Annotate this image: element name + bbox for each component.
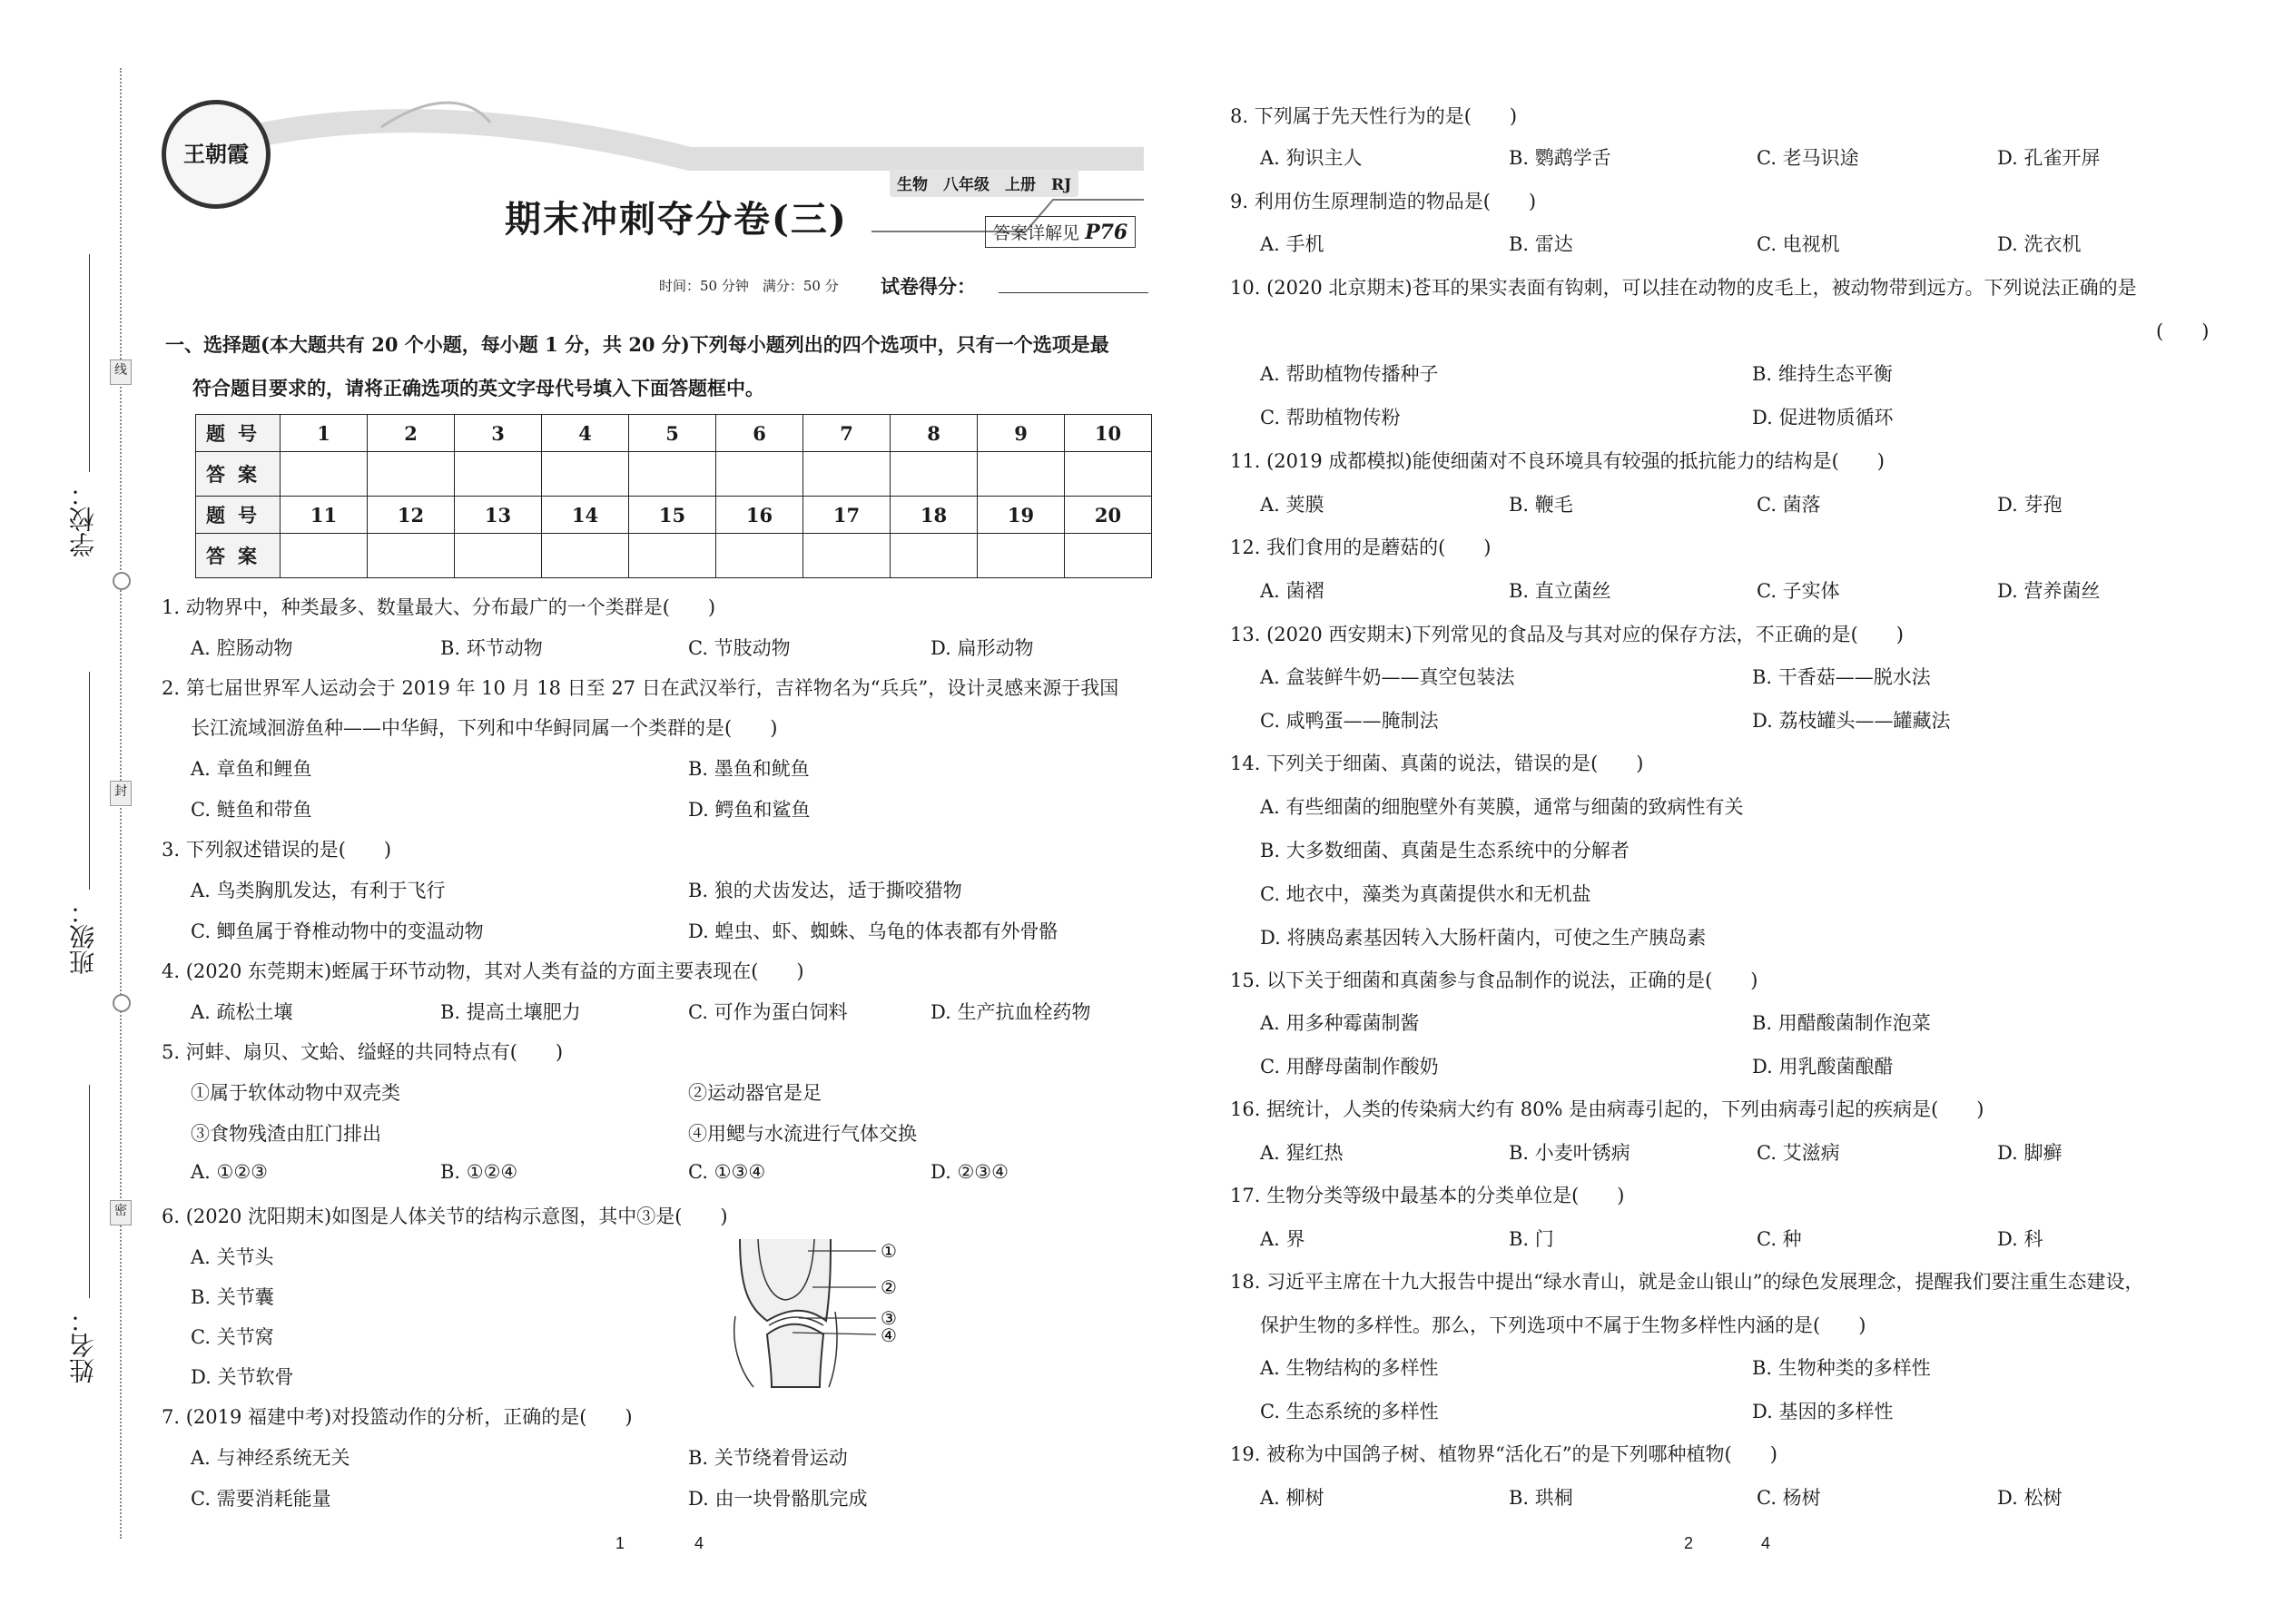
- answer-cell[interactable]: [891, 452, 978, 497]
- q4-option-a[interactable]: A. 疏松土壤: [191, 1001, 293, 1023]
- q12-option-c[interactable]: C. 子实体: [1757, 580, 1840, 602]
- answer-cell[interactable]: [629, 534, 716, 578]
- q18-option-d[interactable]: D. 基因的多样性: [1752, 1401, 1894, 1422]
- name-line[interactable]: [89, 1085, 90, 1298]
- q4-option-d[interactable]: D. 生产抗血栓药物: [930, 1001, 1091, 1023]
- joint-label-4: ④: [881, 1324, 897, 1346]
- q12-option-d[interactable]: D. 营养菌丝: [1997, 580, 2101, 602]
- q1-option-a[interactable]: A. 腔肠动物: [191, 637, 293, 659]
- score-label: 试卷得分：: [881, 275, 976, 298]
- answer-cell[interactable]: [891, 534, 978, 578]
- q5-statement-1: ①属于软体动物中双壳类: [191, 1082, 400, 1104]
- binding-seal-3: 密: [110, 1200, 132, 1225]
- q7-option-d[interactable]: D. 由一块骨骼肌完成: [688, 1488, 868, 1510]
- question-18-stem-cont: 保护生物的多样性。那么，下列选项中不属于生物多样性内涵的是( ): [1260, 1314, 1866, 1336]
- grid-number: 9: [978, 415, 1065, 452]
- q5-option-b[interactable]: B. ①②④: [440, 1161, 518, 1183]
- question-17-stem: 17. 生物分类等级中最基本的分类单位是( ): [1230, 1185, 1625, 1206]
- q19-option-a[interactable]: A. 柳树: [1260, 1487, 1324, 1509]
- answer-cell[interactable]: [455, 452, 542, 497]
- class-line[interactable]: [89, 672, 90, 890]
- q13-option-d[interactable]: D. 荔枝罐头——罐藏法: [1752, 710, 1951, 732]
- q7-option-b[interactable]: B. 关节绕着骨运动: [688, 1447, 848, 1469]
- joint-label-2: ②: [881, 1276, 897, 1298]
- grid-number: 4: [542, 415, 629, 452]
- answer-cell[interactable]: [368, 452, 455, 497]
- name-label: 姓名：: [68, 1307, 98, 1383]
- q1-option-c[interactable]: C. 节肢动物: [688, 637, 791, 659]
- q9-option-a[interactable]: A. 手机: [1260, 233, 1324, 255]
- q6-option-a[interactable]: A. 关节头: [191, 1246, 274, 1268]
- question-10-stem: 10. (2020 北京期末)苍耳的果实表面有钩刺，可以挂在动物的皮毛上，被动物带到远方。下列说法正确的是: [1230, 277, 2137, 299]
- q18-option-c[interactable]: C. 生态系统的多样性: [1260, 1401, 1439, 1422]
- q9-option-d[interactable]: D. 洗衣机: [1997, 233, 2082, 255]
- answer-cell[interactable]: [978, 534, 1065, 578]
- q5-option-a[interactable]: A. ①②③: [191, 1161, 268, 1183]
- q6-option-c[interactable]: C. 关节窝: [191, 1326, 274, 1348]
- school-label: 学校：: [68, 481, 98, 557]
- grid-number: 2: [368, 415, 455, 452]
- q12-option-a[interactable]: A. 菌褶: [1260, 580, 1324, 602]
- page-title: 期末冲刺夺分卷(三): [505, 198, 848, 241]
- grid-label-answer: 答案: [196, 534, 281, 578]
- q14-option-d[interactable]: D. 将胰岛素基因转入大肠杆菌内，可使之生产胰岛素: [1260, 927, 1707, 949]
- grid-number: 13: [455, 497, 542, 534]
- q4-option-c[interactable]: C. 可作为蛋白饲料: [688, 1001, 848, 1023]
- binding-seal-1: 线: [110, 359, 132, 385]
- grid-number: 18: [891, 497, 978, 534]
- q15-option-d[interactable]: D. 用乳酸菌酿醋: [1752, 1056, 1894, 1078]
- question-2-stem-cont: 长江流域洄游鱼种——中华鲟，下列和中华鲟同属一个类群的是( ): [191, 717, 778, 739]
- q6-option-d[interactable]: D. 关节软骨: [191, 1366, 294, 1388]
- answer-ref-page: P76: [1085, 221, 1128, 244]
- question-19-stem: 19. 被称为中国鸽子树、植物界“活化石”的是下列哪种植物( ): [1230, 1443, 1777, 1465]
- question-3-stem: 3. 下列叙述错误的是( ): [162, 839, 392, 861]
- q1-option-d[interactable]: D. 扁形动物: [930, 637, 1034, 659]
- q5-statement-3: ③食物残渣由肛门排出: [191, 1123, 381, 1145]
- q7-option-a[interactable]: A. 与神经系统无关: [191, 1447, 350, 1469]
- answer-cell[interactable]: [542, 452, 629, 497]
- answer-cell[interactable]: [1065, 534, 1152, 578]
- question-10-paren: ( ): [2156, 320, 2210, 342]
- question-12-stem: 12. 我们食用的是蘑菇的( ): [1230, 536, 1492, 558]
- answer-grid: [195, 414, 1152, 578]
- q11-option-d[interactable]: D. 芽孢: [1997, 494, 2063, 516]
- answer-ref-box: [985, 216, 1136, 248]
- q4-option-b[interactable]: B. 提高土壤肥力: [440, 1001, 581, 1023]
- q6-option-b[interactable]: B. 关节囊: [191, 1286, 274, 1308]
- grid-number: 11: [281, 497, 368, 534]
- q2-option-d[interactable]: D. 鳄鱼和鲨鱼: [688, 799, 811, 821]
- q2-option-c[interactable]: C. 鲢鱼和带鱼: [191, 799, 312, 821]
- q10-option-c[interactable]: C. 帮助植物传粉: [1260, 407, 1401, 428]
- question-9-stem: 9. 利用仿生原理制造的物品是( ): [1230, 191, 1537, 212]
- answer-cell[interactable]: [281, 452, 368, 497]
- answer-cell[interactable]: [281, 534, 368, 578]
- binding-seal-2: 封: [110, 781, 132, 806]
- grid-label-answer: 答案: [196, 452, 281, 497]
- joint-label-3: ③: [881, 1307, 897, 1329]
- q13-option-c[interactable]: C. 咸鸭蛋——腌制法: [1260, 710, 1439, 732]
- q5-option-c[interactable]: C. ①③④: [688, 1161, 766, 1183]
- question-14-stem: 14. 下列关于细菌、真菌的说法，错误的是( ): [1230, 753, 1644, 774]
- grid-number: 17: [803, 497, 891, 534]
- q10-option-a[interactable]: A. 帮助植物传播种子: [1260, 363, 1439, 385]
- q3-option-d[interactable]: D. 蝗虫、虾、蜘蛛、乌龟的体表都有外骨骼: [688, 920, 1058, 942]
- question-15-stem: 15. 以下关于细菌和真菌参与食品制作的说法，正确的是( ): [1230, 969, 1758, 991]
- grid-number: 7: [803, 415, 891, 452]
- q18-option-a[interactable]: A. 生物结构的多样性: [1260, 1357, 1439, 1379]
- page-number-left: 1: [615, 1534, 625, 1552]
- score-field[interactable]: [999, 292, 1148, 293]
- grid-number: 15: [629, 497, 716, 534]
- q10-option-b[interactable]: B. 维持生态平衡: [1752, 363, 1893, 385]
- grid-label-question: 题号: [196, 415, 281, 452]
- grid-number: 5: [629, 415, 716, 452]
- q8-option-a[interactable]: A. 狗识主人: [1260, 147, 1363, 169]
- q13-option-a[interactable]: A. 盒装鲜牛奶——真空包装法: [1260, 666, 1515, 688]
- page-total-left: 4: [694, 1534, 704, 1552]
- publisher-logo-icon: 王朝霞: [162, 100, 271, 209]
- answer-cell[interactable]: [542, 534, 629, 578]
- answer-cell[interactable]: [1065, 452, 1152, 497]
- q11-option-c[interactable]: C. 菌落: [1757, 494, 1821, 516]
- grid-number: 12: [368, 497, 455, 534]
- question-16-stem: 16. 据统计，人类的传染病大约有 80% 是由病毒引起的，下列由病毒引起的疾病是( ): [1230, 1098, 1984, 1120]
- q16-option-b[interactable]: B. 小麦叶锈病: [1509, 1142, 1630, 1164]
- q5-statement-2: ②运动器官是足: [688, 1082, 822, 1104]
- q3-option-a[interactable]: A. 鸟类胸肌发达，有利于飞行: [191, 880, 446, 901]
- q1-option-b[interactable]: B. 环节动物: [440, 637, 543, 659]
- q13-option-b[interactable]: B. 干香菇——脱水法: [1752, 666, 1931, 688]
- question-4-stem: 4. (2020 东莞期末)蛭属于环节动物，其对人类有益的方面主要表现在( ): [162, 960, 804, 982]
- q16-option-a[interactable]: A. 猩红热: [1260, 1142, 1344, 1164]
- question-6-stem: 6. (2020 沈阳期末)如图是人体关节的结构示意图，其中③是( ): [162, 1206, 728, 1227]
- joint-structure-diagram: [722, 1235, 921, 1389]
- grid-number: 16: [716, 497, 803, 534]
- q19-option-c[interactable]: C. 杨树: [1757, 1487, 1821, 1509]
- q15-option-a[interactable]: A. 用多种霉菌制酱: [1260, 1012, 1420, 1034]
- grid-number: 20: [1065, 497, 1152, 534]
- q17-option-d[interactable]: D. 科: [1997, 1228, 2043, 1250]
- grid-number: 3: [455, 415, 542, 452]
- grid-number: 10: [1065, 415, 1152, 452]
- q17-option-c[interactable]: C. 种: [1757, 1228, 1802, 1250]
- class-label: 班级：: [68, 899, 98, 975]
- answer-cell[interactable]: [803, 452, 891, 497]
- answer-cell[interactable]: [978, 452, 1065, 497]
- q5-option-d[interactable]: D. ②③④: [930, 1161, 1009, 1183]
- exam-time: 时间：50 分钟 满分：50 分: [659, 278, 839, 294]
- q18-option-b[interactable]: B. 生物种类的多样性: [1752, 1357, 1931, 1379]
- question-18-stem: 18. 习近平主席在十九大报告中提出“绿水青山，就是金山银山”的绿色发展理念，提醒我们要注重生态建设，: [1230, 1271, 2144, 1293]
- q15-option-b[interactable]: B. 用醋酸菌制作泡菜: [1752, 1012, 1931, 1034]
- q9-option-c[interactable]: C. 电视机: [1757, 233, 1840, 255]
- q16-option-c[interactable]: C. 艾滋病: [1757, 1142, 1840, 1164]
- q19-option-b[interactable]: B. 珙桐: [1509, 1487, 1573, 1509]
- q16-option-d[interactable]: D. 脚癣: [1997, 1142, 2063, 1164]
- q17-option-a[interactable]: A. 界: [1260, 1228, 1305, 1250]
- q15-option-c[interactable]: C. 用酵母菌制作酸奶: [1260, 1056, 1439, 1078]
- grid-number: 6: [716, 415, 803, 452]
- question-13-stem: 13. (2020 西安期末)下列常见的食品及与其对应的保存方法，不正确的是( ): [1230, 624, 1904, 645]
- grid-number: 19: [978, 497, 1065, 534]
- question-5-stem: 5. 河蚌、扇贝、文蛤、缢蛏的共同特点有( ): [162, 1041, 564, 1063]
- q2-option-a[interactable]: A. 章鱼和鲤鱼: [191, 758, 312, 780]
- grid-label-question: 题号: [196, 497, 281, 534]
- q2-option-b[interactable]: B. 墨鱼和鱿鱼: [688, 758, 810, 780]
- q11-option-b[interactable]: B. 鞭毛: [1509, 494, 1573, 516]
- question-1-stem: 1. 动物界中，种类最多、数量最大、分布最广的一个类群是( ): [162, 596, 716, 618]
- q7-option-c[interactable]: C. 需要消耗能量: [191, 1488, 331, 1510]
- grid-number: 8: [891, 415, 978, 452]
- grade-tag: 生物 八年级 上册 RJ: [890, 169, 1078, 197]
- q19-option-d[interactable]: D. 松树: [1997, 1487, 2063, 1509]
- answer-cell[interactable]: [455, 534, 542, 578]
- answer-cell[interactable]: [803, 534, 891, 578]
- question-7-stem: 7. (2019 福建中考)对投篮动作的分析，正确的是( ): [162, 1406, 633, 1428]
- joint-label-1: ①: [881, 1240, 897, 1262]
- binding-circle: [113, 572, 131, 590]
- school-line[interactable]: [89, 254, 90, 472]
- answer-cell[interactable]: [716, 452, 803, 497]
- q9-option-b[interactable]: B. 雷达: [1509, 233, 1573, 255]
- q11-option-a[interactable]: A. 荚膜: [1260, 494, 1324, 516]
- q3-option-c[interactable]: C. 鲫鱼属于脊椎动物中的变温动物: [191, 920, 484, 942]
- grid-number: 1: [281, 415, 368, 452]
- q8-option-d[interactable]: D. 孔雀开屏: [1997, 147, 2101, 169]
- question-8-stem: 8. 下列属于先天性行为的是( ): [1230, 105, 1518, 127]
- binding-circle: [113, 994, 131, 1012]
- q12-option-b[interactable]: B. 直立菌丝: [1509, 580, 1611, 602]
- question-2-stem: 2. 第七届世界军人运动会于 2019 年 10 月 18 日至 27 日在武汉举行，吉祥物名为“兵兵”，设计灵感来源于我国: [162, 677, 1119, 699]
- q3-option-b[interactable]: B. 狼的犬齿发达，适于撕咬猎物: [688, 880, 962, 901]
- question-11-stem: 11. (2019 成都模拟)能使细菌对不良环境具有较强的抵抗能力的结构是( ): [1230, 450, 1885, 472]
- q14-option-b[interactable]: B. 大多数细菌、真菌是生态系统中的分解者: [1260, 840, 1629, 861]
- q10-option-d[interactable]: D. 促进物质循环: [1752, 407, 1894, 428]
- q8-option-b[interactable]: B. 鹦鹉学舌: [1509, 147, 1611, 169]
- grid-number: 14: [542, 497, 629, 534]
- q14-option-c[interactable]: C. 地衣中，藻类为真菌提供水和无机盐: [1260, 883, 1591, 905]
- page-total-right: 4: [1761, 1534, 1771, 1552]
- q5-statement-4: ④用鳃与水流进行气体交换: [688, 1123, 917, 1145]
- answer-cell[interactable]: [368, 534, 455, 578]
- section1-instruction-line1: 一、选择题(本大题共有 20 个小题，每小题 1 分，共 20 分)下列每小题列出的四个选项中，只有一个选项是最: [165, 333, 1109, 356]
- q8-option-c[interactable]: C. 老马识途: [1757, 147, 1859, 169]
- answer-cell[interactable]: [716, 534, 803, 578]
- q14-option-a[interactable]: A. 有些细菌的细胞壁外有荚膜，通常与细菌的致病性有关: [1260, 796, 1744, 818]
- section1-instruction-line2: 符合题目要求的，请将正确选项的英文字母代号填入下面答题框中。: [192, 377, 764, 399]
- q17-option-b[interactable]: B. 门: [1509, 1228, 1554, 1250]
- answer-cell[interactable]: [629, 452, 716, 497]
- answer-ref-label: 答案详解见: [993, 223, 1080, 243]
- page-number-right: 2: [1684, 1534, 1694, 1552]
